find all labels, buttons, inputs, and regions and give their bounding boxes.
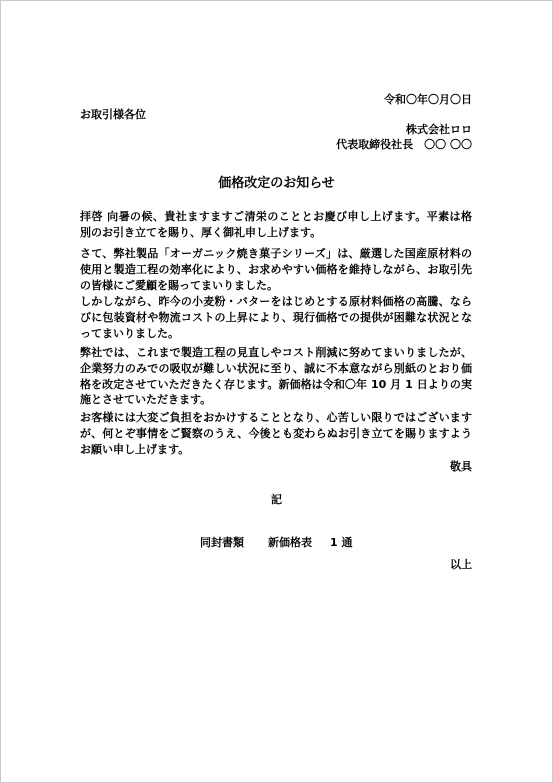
paragraph-request <box>80 410 472 457</box>
paragraph-greeting <box>80 209 472 241</box>
paragraph-line: 施とさせていただきます。 <box>80 393 212 407</box>
paragraph-line: 別のお引き立てを賜り、厚く御礼申し上げます。 <box>80 225 322 239</box>
paragraph-reason <box>80 294 472 341</box>
paragraph-line: が、何とぞ事情をご賢察のうえ、今後とも変わらぬお引き立てを賜りますよう <box>80 426 472 440</box>
paragraph-line: 企業努力のみでの吸収が難しい状況に至り、誠に不本意ながら別紙のとおり価 <box>80 361 472 375</box>
enclosure-label: 同封書類 <box>200 536 244 549</box>
sender-representative: 代表取締役社長 〇〇 〇〇 <box>336 138 472 151</box>
paragraph-line: の皆様にご愛顧を賜ってまいりました。 <box>80 278 278 292</box>
document-title: 価格改定のお知らせ <box>218 176 335 191</box>
paragraph-announcement <box>80 345 472 408</box>
paragraph-line: びに包装資材や物流コストの上昇により、現行価格での提供が困難な状況とな <box>80 310 472 324</box>
enclosure-quantity: 1 通 <box>330 536 353 549</box>
paragraph-line: しかしながら、昨今の小麦粉・バターをはじめとする原材料価格の高騰、なら <box>80 295 472 308</box>
paragraph-background <box>80 246 472 293</box>
sender-company: 株式会社ロロ <box>406 123 472 136</box>
paragraph-line: 弊社では、これまで製造工程の見直しやコスト削減に努めてまいりましたが、 <box>80 346 472 359</box>
paragraph-line: お願い申し上げます。 <box>80 442 190 456</box>
paragraph-line: ってまいりました。 <box>80 326 179 340</box>
paragraph-line: お客様には大変ご負担をおかけすることとなり、心苦しい限りではございます <box>80 411 472 424</box>
paragraph-line: さて、弊社製品「オーガニック焼き菓子シリーズ」は、厳選した国産原材料の <box>80 247 472 260</box>
enclosure-item: 新価格表 <box>268 536 312 549</box>
addressee: お取引様各位 <box>80 108 146 121</box>
letter-date: 令和〇年〇月〇日 <box>384 93 472 106</box>
paragraph-line: 使用と製造工程の効率化により、お求めやすい価格を維持しながら、お取引先 <box>80 262 472 276</box>
paragraph-line: 拝啓 向暑の候、貴社ますますご清栄のこととお慶び申し上げます。平素は格 <box>80 210 472 223</box>
ki-heading: 記 <box>271 493 282 506</box>
closing-keigu: 敬具 <box>450 460 472 473</box>
end-ijou: 以上 <box>450 558 472 571</box>
paragraph-line: 格を改定させていただきたく存じます。新価格は令和〇年 10 月 1 日よりの実 <box>80 377 472 391</box>
